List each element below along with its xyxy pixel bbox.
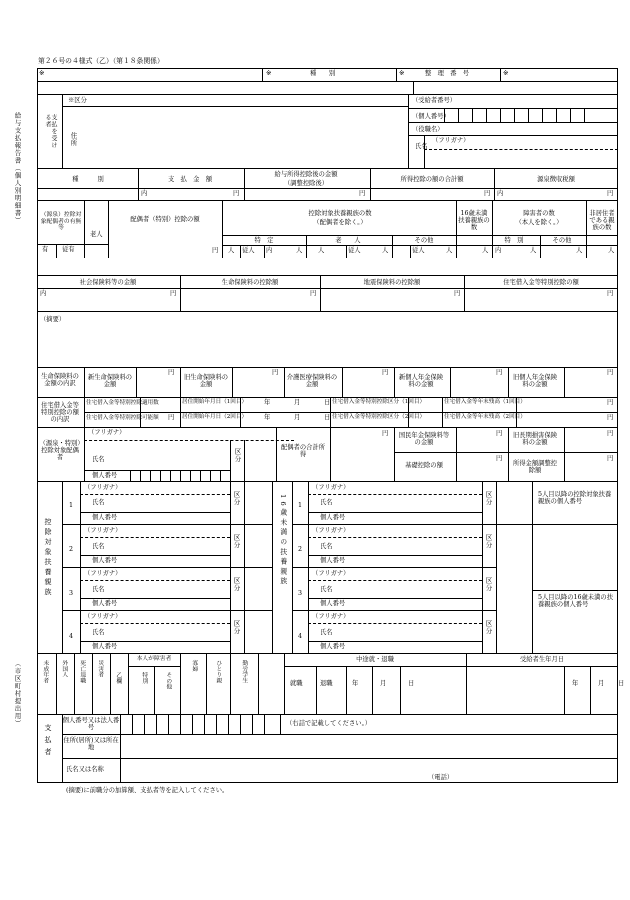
ku-label: ※区分 — [68, 97, 87, 104]
pay-header: 支 払 金 額 — [167, 176, 213, 183]
footer-note: (摘要)に前職分の加算額、支払者等を記入してください。 — [66, 787, 229, 794]
old-header: 老人 — [90, 231, 103, 238]
dep-count-header: 控除対象扶養親族の数 — [308, 210, 372, 217]
spouse-special-header: 配偶者（特別）控除の額 — [130, 216, 200, 223]
housing-breakdown-label: 住宅借入金等特別控除の額の内訳 — [41, 402, 79, 424]
individual-no: （個人番号） — [412, 113, 450, 120]
kind-header: 種 別 — [72, 176, 104, 183]
form-id: 第２６号の４様式（乙）（第１８条関係） — [38, 57, 164, 65]
recipient-no: （受給者番号） — [412, 97, 457, 104]
remarks-label: （摘要） — [40, 316, 66, 323]
address-label: 住所 — [69, 132, 78, 147]
life-breakdown-label: 生命保険料の金額の内訳 — [41, 373, 79, 388]
over5-16-label: 5人目以降の16歳未満の扶養親族の個人番号 — [538, 594, 613, 609]
post-label: （役職名） — [412, 126, 444, 133]
payee-label: 支払を受ける者 — [44, 114, 57, 149]
kind-label: 種 別 — [310, 70, 336, 77]
life-header: 生命保険料の控除額 — [221, 279, 279, 286]
nonresident-header: 非居住者である親族の数 — [589, 210, 615, 232]
spouse-label: （源泉・特別）控除対象配偶者 — [39, 440, 81, 462]
social-header: 社会保険料等の金額 — [79, 279, 137, 286]
payee-furigana: （フリガナ） — [432, 137, 470, 144]
spouse-flag-header: （源泉）控除対象配偶者の有無等 — [40, 212, 82, 232]
submit-note: （市区町村提出用） — [13, 660, 22, 728]
withholding-header: 源泉徴収税額 — [537, 176, 575, 183]
over5-label: 5人目以降の控除対象扶養親族の個人番号 — [538, 491, 612, 506]
under16-header: 16歳未満扶養親族の数 — [458, 210, 490, 232]
name-label: 氏名 — [415, 143, 428, 150]
housing-header: 住宅借入金等特別控除の額 — [503, 279, 579, 286]
quake-header: 地震保険料の控除額 — [363, 279, 421, 286]
under16-label: 16歳未満の扶養親族 — [278, 494, 287, 588]
disabled-header: 障害者の数 — [523, 210, 555, 217]
number-label: 整 理 番 号 — [425, 70, 470, 77]
form-title: 給与支払報告書（個人別明細書） — [13, 112, 22, 225]
total-deduction-header: 所得控除の額の合計額 — [400, 176, 464, 183]
after-deduction-header: 給与所得控除後の金額 — [274, 171, 338, 178]
dependents-label: 控除対象扶養親族 — [44, 518, 52, 598]
payer-note: （右詰で記載してください。） — [286, 720, 372, 727]
payer-label: 支払者 — [44, 724, 52, 760]
